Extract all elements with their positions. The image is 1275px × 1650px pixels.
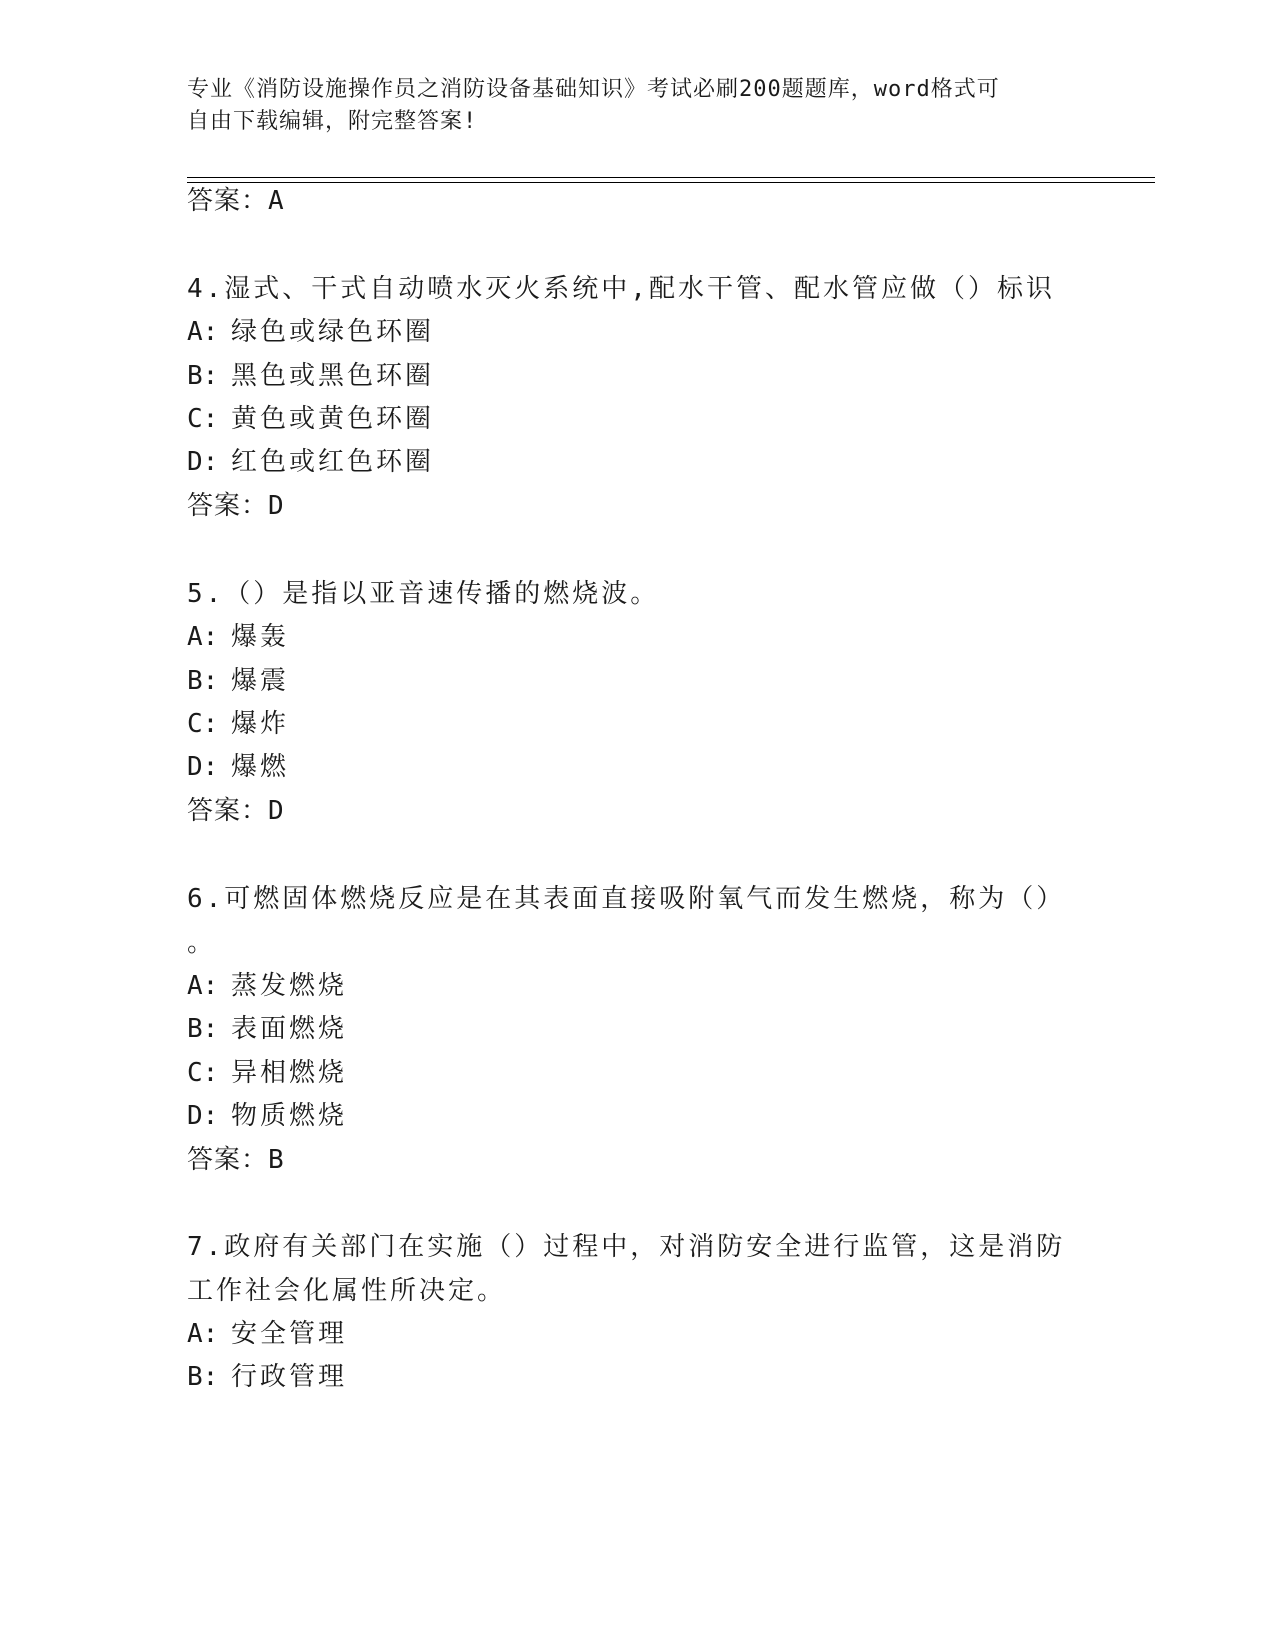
option-letter: D: xyxy=(187,447,219,477)
option-text: 爆震 xyxy=(231,666,290,696)
option-text: 行政管理 xyxy=(231,1362,348,1392)
question-4-option-a xyxy=(187,315,434,349)
answer-previous: 答案：A xyxy=(187,186,285,216)
header-line-2: 自由下载编辑，附完整答案! xyxy=(187,109,478,134)
option-letter: A: xyxy=(187,622,219,652)
option-text: 黑色或黑色环圈 xyxy=(231,361,435,391)
question-6-stem-line-1: 6.可燃固体燃烧反应是在其表面直接吸附氧气而发生燃烧，称为（） xyxy=(187,884,1066,914)
option-letter: B: xyxy=(187,666,219,696)
question-6-option-d xyxy=(187,1099,347,1133)
option-letter: C: xyxy=(187,1058,219,1088)
question-4-option-d xyxy=(187,445,434,479)
question-6-option-a xyxy=(187,969,347,1003)
question-6-stem-line-2: 。 xyxy=(187,928,217,958)
option-text: 物质燃烧 xyxy=(231,1101,348,1131)
option-text: 蒸发燃烧 xyxy=(231,971,348,1001)
question-6-answer: 答案：B xyxy=(187,1145,285,1175)
option-text: 表面燃烧 xyxy=(231,1014,348,1044)
option-text: 红色或红色环圈 xyxy=(231,447,435,477)
option-letter: B: xyxy=(187,361,219,391)
option-text: 安全管理 xyxy=(231,1319,348,1349)
option-letter: A: xyxy=(187,971,219,1001)
question-7-option-b xyxy=(187,1360,347,1394)
question-5-option-a xyxy=(187,620,289,654)
question-7-stem-line-1: 7.政府有关部门在实施（）过程中，对消防安全进行监管，这是消防 xyxy=(187,1232,1066,1262)
document-header xyxy=(187,74,1087,138)
question-4-answer: 答案：D xyxy=(187,491,285,521)
option-letter: A: xyxy=(187,317,219,347)
question-6-option-c xyxy=(187,1056,347,1090)
option-letter: D: xyxy=(187,1101,219,1131)
question-4-option-b xyxy=(187,359,434,393)
option-text: 黄色或黄色环圈 xyxy=(231,404,435,434)
option-text: 爆燃 xyxy=(231,752,290,782)
header-divider-bottom xyxy=(187,182,1155,183)
question-5-option-c xyxy=(187,707,289,741)
option-letter: C: xyxy=(187,404,219,434)
question-5-option-b xyxy=(187,664,289,698)
option-letter: A: xyxy=(187,1319,219,1349)
header-line-1: 专业《消防设施操作员之消防设备基础知识》考试必刷200题题库，word格式可 xyxy=(187,77,1000,102)
option-letter: B: xyxy=(187,1362,219,1392)
option-letter: D: xyxy=(187,752,219,782)
question-5-option-d xyxy=(187,750,289,784)
question-7-stem-line-2: 工作社会化属性所决定。 xyxy=(187,1276,507,1306)
question-5-stem: 5.（）是指以亚音速传播的燃烧波。 xyxy=(187,579,660,609)
option-text: 爆轰 xyxy=(231,622,290,652)
header-divider-top xyxy=(187,177,1155,178)
option-text: 异相燃烧 xyxy=(231,1058,348,1088)
question-6-option-b xyxy=(187,1012,347,1046)
option-text: 爆炸 xyxy=(231,709,290,739)
option-text: 绿色或绿色环圈 xyxy=(231,317,435,347)
option-letter: C: xyxy=(187,709,219,739)
option-letter: B: xyxy=(187,1014,219,1044)
question-4-stem: 4.湿式、干式自动喷水灭火系统中,配水干管、配水管应做（）标识 xyxy=(187,274,1055,304)
question-4-option-c xyxy=(187,402,434,436)
question-5-answer: 答案：D xyxy=(187,796,285,826)
question-7-option-a xyxy=(187,1317,347,1351)
